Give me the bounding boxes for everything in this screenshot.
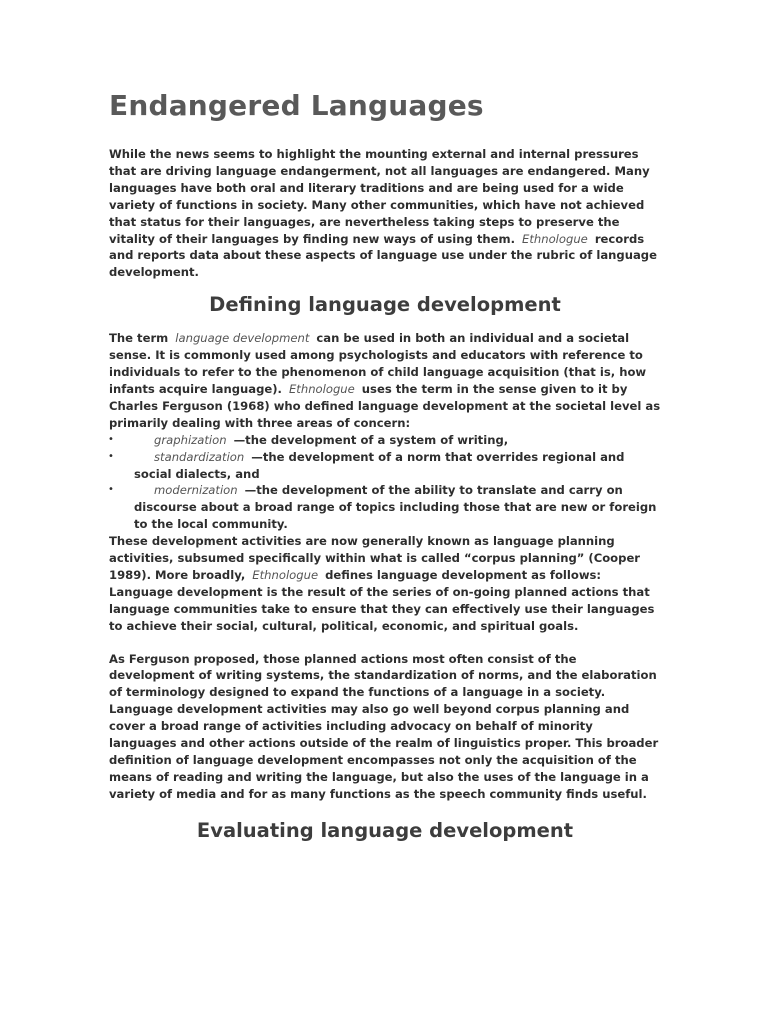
- page-title: Endangered Languages: [109, 89, 484, 122]
- term-graphization: graphization: [154, 432, 227, 447]
- ethnologue-title: Ethnologue: [288, 381, 355, 396]
- document-page: [109, 86, 661, 844]
- list-item-text: —the development of a norm that overrides regional and social dialects, and: [134, 449, 625, 481]
- bullet-icon: •: [108, 433, 114, 445]
- list-item-modernization: [109, 482, 661, 533]
- term-modernization: modernization: [154, 483, 238, 498]
- ethnologue-title: Ethnologue: [522, 231, 588, 246]
- term-standardization: standardization: [154, 449, 245, 464]
- ferguson-paragraph: As Ferguson proposed, those planned actions most often consist of the development of writing systems, the standardization of norms, and the elaboration of terminology designed to expand the functions of a language in a society. Language development activities may also go well beyond corpus planning and cover a broad range of activities including advocacy on behalf of minority languages and other actions outside of the realm of linguistics proper. This broader definition of language development encompasses not only the acquisition of the means of reading and writing the language, but also the uses of the language in a variety of media and for as many functions as the speech community finds useful.: [109, 651, 659, 801]
- paragraph-text: can be used in both an individual and a societal sense. It is commonly used among psychologists and educators with reference to individuals to refer to the phenomenon of child language acquisition (that is, how infants acquire language).: [109, 331, 647, 396]
- intro-text-end: records and reports data about these aspects of language use under the rubric of language development.: [109, 231, 657, 280]
- section-heading-evaluating: Evaluating language development: [196, 818, 574, 842]
- paragraph-text: defines language development as follows:: [325, 567, 602, 582]
- section-heading-defining: Defining language development: [209, 293, 561, 317]
- paragraph-text: These development activities are now generally known as language planning activities, subsumed specifically within what is called “corpus planning” (Cooper 1989). More broadly,: [109, 534, 641, 582]
- intro-paragraph: [109, 146, 661, 281]
- list-item-text: —the development of a system of writing,: [233, 432, 509, 447]
- paragraph-text: uses the term in the sense given to it by Charles Ferguson (1968) who defined language development at the societal level as primarily dealing with three areas of concern:: [109, 381, 661, 430]
- defining-paragraph: [109, 330, 661, 431]
- areas-of-concern-list: [109, 432, 661, 533]
- definition-paragraph: Language development is the result of the series of on-going planned actions that language communities take to ensure that they can effectively use their languages to achieve their social, cultural, political, economic, and spiritual goals.: [109, 584, 655, 633]
- bullet-icon: •: [108, 484, 114, 496]
- ethnologue-title: Ethnologue: [252, 567, 319, 582]
- bullet-icon: •: [108, 450, 114, 462]
- planning-paragraph: [109, 533, 661, 584]
- list-item-text: —the development of the ability to translate and carry on discourse about a broad range of topics including those that are new or foreign to the local community.: [134, 483, 657, 532]
- list-item-standardization: [109, 449, 661, 483]
- intro-text: While the news seems to highlight the mounting external and internal pressures that are driving language endangerment, not all languages are endangered. Many languages have both oral and literary traditions and are being used for a wide variety of functions in society. Many other communities, which have not achieved that status for their languages, are nevertheless taking steps to preserve the vitality of their languages by finding new ways of using them.: [109, 147, 650, 246]
- term-language-development: language development: [175, 331, 310, 346]
- list-item-graphization: [109, 432, 661, 449]
- paragraph-text: The term: [109, 331, 169, 346]
